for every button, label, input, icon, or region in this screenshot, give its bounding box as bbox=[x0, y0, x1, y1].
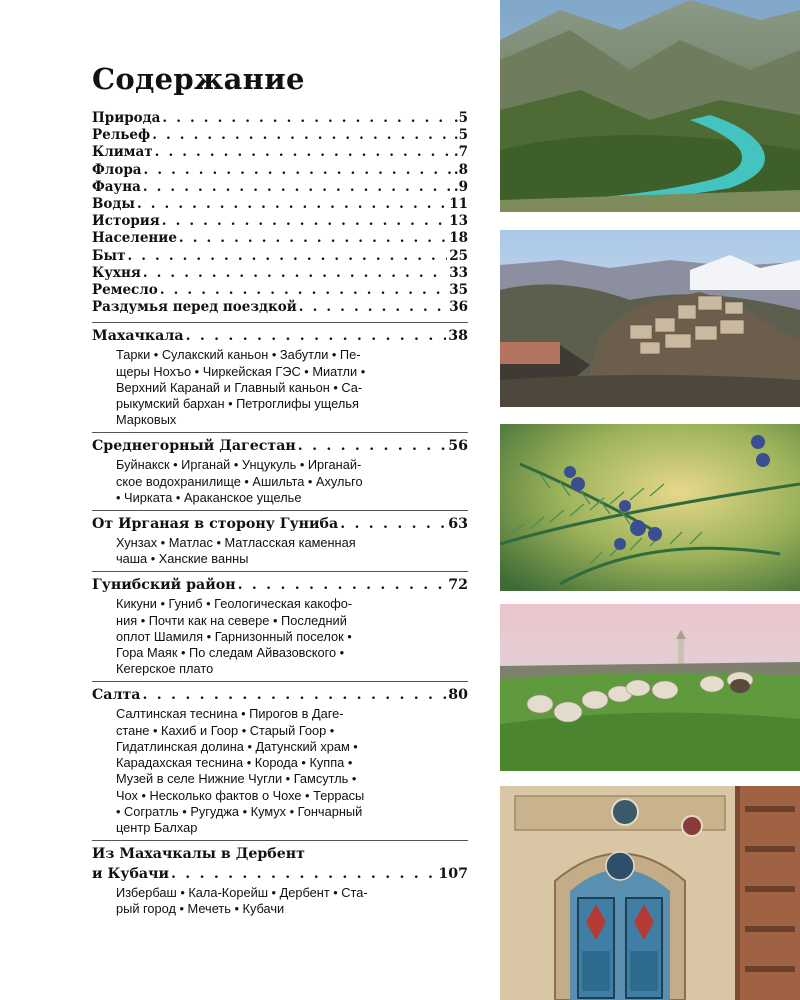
description-line: Карадахская теснина • Корода • Куппа • bbox=[116, 755, 353, 771]
toc-entry[interactable] bbox=[92, 144, 468, 161]
toc-label: Раздумья перед поездкой bbox=[92, 299, 297, 316]
section-heading[interactable] bbox=[92, 326, 468, 346]
toc-label: История bbox=[92, 213, 160, 230]
section-description bbox=[92, 885, 468, 917]
toc-label: Кухня bbox=[92, 264, 141, 281]
toc-section-salta bbox=[92, 681, 468, 836]
section-label: Среднегорный Дагестан bbox=[92, 438, 296, 455]
toc-label: Население bbox=[92, 230, 177, 247]
section-heading[interactable] bbox=[92, 864, 468, 884]
description-line: рый город • Мечеть • Кубачи bbox=[116, 901, 285, 917]
section-page: 80 bbox=[448, 687, 468, 704]
section-label: и Кубачи bbox=[92, 866, 170, 883]
toc-page: .5 bbox=[453, 127, 468, 144]
description-line: ния • Почти как на севере • Последний bbox=[116, 612, 347, 628]
section-description bbox=[92, 596, 468, 677]
toc-label: Ремесло bbox=[92, 282, 158, 299]
section-description bbox=[92, 457, 468, 506]
toc-section-gunib-district bbox=[92, 571, 468, 677]
description-line: Гидатлинская долина • Датунский храм • bbox=[116, 738, 358, 754]
toc-page: .7 bbox=[453, 144, 468, 161]
toc-page: 13 bbox=[449, 213, 468, 230]
section-description bbox=[92, 535, 468, 567]
toc-label: Природа bbox=[92, 110, 161, 126]
toc-page: 25 bbox=[449, 247, 468, 264]
photo-canyon-river bbox=[500, 0, 800, 212]
photo-mountain-village bbox=[500, 230, 800, 407]
toc-entry[interactable] bbox=[92, 248, 468, 265]
description-line: рыкумский бархан • Петроглифы ущелья bbox=[116, 396, 359, 412]
toc-page: 18 bbox=[449, 230, 468, 247]
toc-page: 11 bbox=[449, 196, 468, 213]
description-line: Гора Маяк • По следам Айвазовского • bbox=[116, 645, 345, 661]
photo-juniper-berries bbox=[500, 424, 800, 591]
description-line: Музей в селе Нижние Чугли • Гамсутль • bbox=[116, 771, 357, 787]
toc-page: 36 bbox=[449, 299, 468, 316]
section-description bbox=[92, 347, 468, 428]
description-line: Тарки • Сулакский каньон • Забутли • Пе- bbox=[116, 347, 361, 363]
toc-label: Климат bbox=[92, 144, 153, 161]
toc-entry[interactable] bbox=[92, 213, 468, 230]
description-line: • Согратль • Ругуджа • Кумух • Гончарный bbox=[116, 803, 363, 819]
description-line: ское водохранилище • Ашильта • Ахульго bbox=[116, 473, 363, 489]
section-page: 107 bbox=[438, 866, 468, 883]
toc-label: Флора bbox=[92, 161, 142, 178]
section-label: Махачкала bbox=[92, 328, 184, 345]
description-line: Кикуни • Гуниб • Геологическая какофо- bbox=[116, 596, 353, 612]
toc-label: Фауна bbox=[92, 178, 141, 195]
description-line: • Чирката • Араканское ущелье bbox=[116, 489, 302, 505]
section-page: 38 bbox=[448, 328, 468, 345]
section-page: 63 bbox=[448, 516, 468, 533]
description-line: Салтинская теснина • Пирогов в Даге- bbox=[116, 706, 344, 722]
toc-entry[interactable] bbox=[92, 179, 468, 196]
section-label: Гунибский район bbox=[92, 577, 236, 594]
toc-section-derbent-kubachi bbox=[92, 840, 468, 917]
photo-sheep-meadow bbox=[500, 604, 800, 771]
section-description bbox=[92, 706, 468, 836]
toc-entry[interactable] bbox=[92, 127, 468, 144]
description-line: Чох • Несколько фактов о Чохе • Террасы bbox=[116, 787, 365, 803]
toc-page: .5 bbox=[453, 110, 468, 126]
section-page: 72 bbox=[448, 577, 468, 594]
section-label: От Ирганая в сторону Гуниба bbox=[92, 516, 339, 533]
description-line: Верхний Каранай и Главный каньон • Са- bbox=[116, 379, 363, 395]
toc-entry[interactable] bbox=[92, 265, 468, 282]
description-line: Марковых bbox=[116, 412, 177, 428]
toc-label: Быт bbox=[92, 247, 126, 264]
toc-entry[interactable] bbox=[92, 110, 468, 127]
toc-section-irganay-gunib bbox=[92, 510, 468, 567]
section-page: 56 bbox=[448, 438, 468, 455]
toc-section-srednegorny bbox=[92, 432, 468, 506]
section-heading-line1[interactable]: Из Махачкалы в Дербент bbox=[92, 846, 305, 863]
description-line: Хунзах • Матлас • Матласская каменная bbox=[116, 535, 356, 551]
description-line: щеры Нохъо • Чиркейская ГЭС • Миатли • bbox=[116, 363, 366, 379]
table-of-contents bbox=[92, 62, 468, 918]
description-line: Буйнакск • Ирганай • Унцукуль • Ирганай- bbox=[116, 457, 362, 473]
photo-ornate-door bbox=[500, 786, 800, 1000]
description-line: чаша • Ханские ванны bbox=[116, 551, 249, 567]
description-line: центр Балхар bbox=[116, 819, 198, 835]
toc-top-list bbox=[92, 110, 468, 316]
toc-page: 35 bbox=[449, 282, 468, 299]
page-title: Содержание bbox=[92, 62, 305, 96]
description-line: оплот Шамиля • Гарнизонный поселок • bbox=[116, 628, 352, 644]
toc-label: Воды bbox=[92, 196, 135, 213]
toc-page: .9 bbox=[453, 178, 468, 195]
section-heading[interactable] bbox=[92, 685, 468, 705]
toc-entry[interactable] bbox=[92, 299, 468, 316]
toc-entry[interactable] bbox=[92, 230, 468, 247]
toc-entry[interactable] bbox=[92, 196, 468, 213]
toc-page: 33 bbox=[449, 264, 468, 281]
description-line: Кегерское плато bbox=[116, 661, 214, 677]
description-line: стане • Кахиб и Гоор • Старый Гоор • bbox=[116, 722, 335, 738]
section-heading[interactable] bbox=[92, 514, 468, 534]
section-label: Салта bbox=[92, 687, 141, 704]
section-heading[interactable] bbox=[92, 436, 468, 456]
toc-page: .8 bbox=[453, 161, 468, 178]
toc-section-makhachkala bbox=[92, 322, 468, 428]
description-line: Избербаш • Кала-Корейш • Дербент • Ста- bbox=[116, 885, 368, 901]
toc-label: Рельеф bbox=[92, 127, 151, 144]
toc-entry[interactable] bbox=[92, 162, 468, 179]
section-heading[interactable] bbox=[92, 575, 468, 595]
toc-entry[interactable] bbox=[92, 282, 468, 299]
